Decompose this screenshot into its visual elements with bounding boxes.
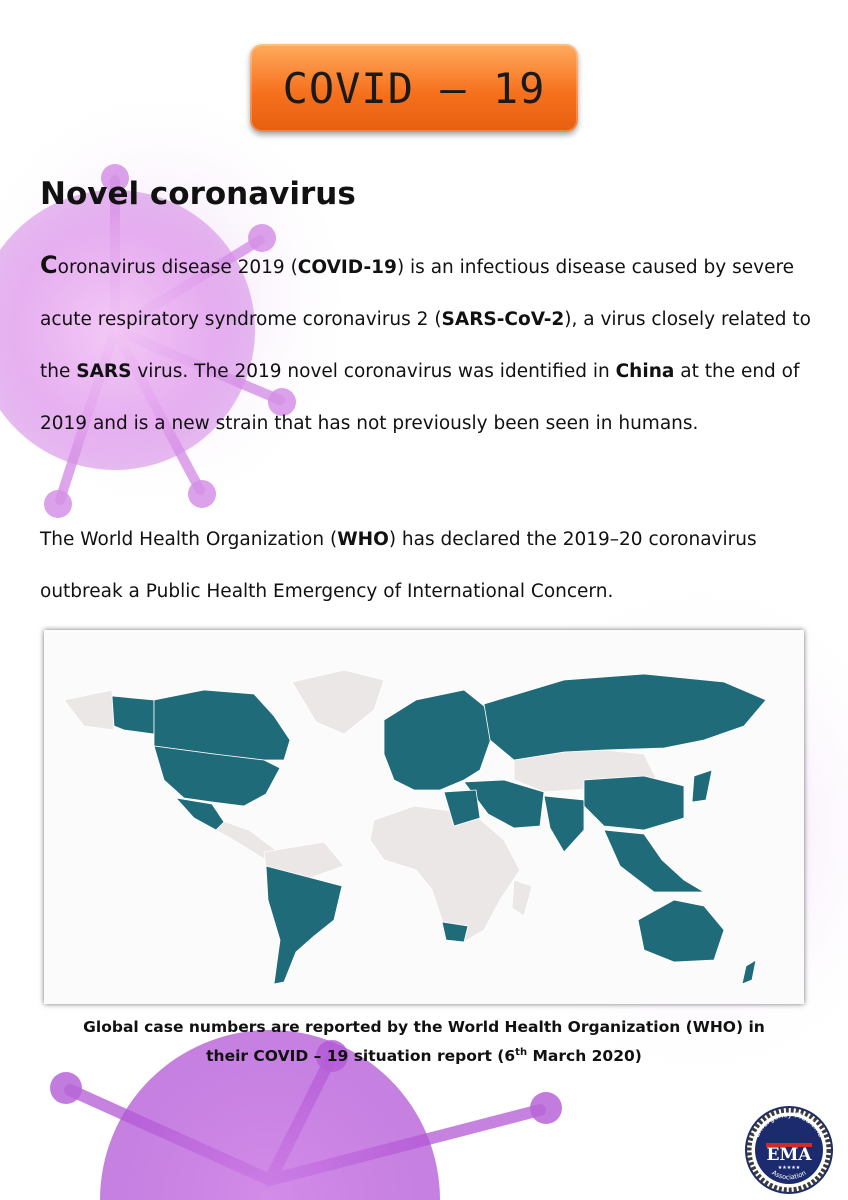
- japan-shape: [692, 770, 712, 802]
- logo-letters: EMA: [766, 1145, 812, 1165]
- paragraph-text: oronavirus disease 2019 (: [57, 257, 298, 278]
- alaska-shape: [112, 696, 154, 734]
- bold-term: COVID-19: [297, 257, 397, 278]
- europe-shape: [384, 690, 494, 790]
- who-paragraph: [40, 514, 830, 618]
- paragraph-text: ), a virus closely related to the: [40, 309, 811, 382]
- title-badge: [250, 44, 578, 132]
- world-map: [44, 630, 804, 1004]
- logo-stars: ★★★★★: [777, 1165, 801, 1171]
- paragraph-text: ) has declared the 2019–20 coronavirus outbreak a Public Health Emergency of International Concern.: [40, 529, 757, 602]
- greenland-shape: [292, 670, 384, 734]
- australia-shape: [638, 900, 724, 962]
- paragraph-text: virus. The 2019 novel coronavirus was identified in: [131, 361, 616, 382]
- china-shape: [584, 776, 684, 830]
- logo-bottom-text: Association: [770, 1168, 808, 1182]
- section-heading: Novel coronavirus: [40, 176, 356, 212]
- bold-term: WHO: [337, 529, 389, 550]
- intro-paragraph: [40, 239, 830, 450]
- paragraph-text: The World Health Organization (: [40, 529, 338, 550]
- drop-cap: C: [40, 251, 58, 279]
- southeast-asia-shape: [604, 830, 704, 892]
- caption-line-2-post: March 2020): [527, 1047, 642, 1066]
- alaska-west-shape: [64, 690, 114, 730]
- map-caption: [60, 1014, 788, 1069]
- bold-term: SARS-CoV-2: [441, 309, 565, 330]
- ema-logo: [744, 1105, 834, 1195]
- new-zealand-shape: [742, 960, 756, 984]
- bold-term: SARS: [76, 361, 132, 382]
- world-map-graphic: [44, 630, 804, 1004]
- caption-line-1: Global case numbers are reported by the World Health Organization (WHO) in: [83, 1018, 765, 1036]
- caption-superscript: th: [515, 1047, 528, 1058]
- paragraph-text: at the end of 2019 and is a new strain that has not previously been seen in humans.: [40, 361, 800, 434]
- south-america-shape: [266, 866, 342, 984]
- logo-top-text: Emergency Medicine: [751, 1109, 827, 1139]
- middle-africa-shape: [512, 880, 532, 916]
- title-badge-text: COVID – 19: [282, 63, 546, 113]
- paragraph-text: ) is an infectious disease caused by severe acute respiratory syndrome coronavirus 2 (: [40, 257, 795, 330]
- caption-line-2-pre: their COVID – 19 situation report (6: [206, 1047, 516, 1066]
- india-shape: [544, 796, 584, 852]
- africa-shape: [370, 806, 520, 942]
- russia-shape: [484, 674, 766, 760]
- south-africa-shape: [442, 922, 468, 942]
- bold-term: China: [615, 361, 675, 382]
